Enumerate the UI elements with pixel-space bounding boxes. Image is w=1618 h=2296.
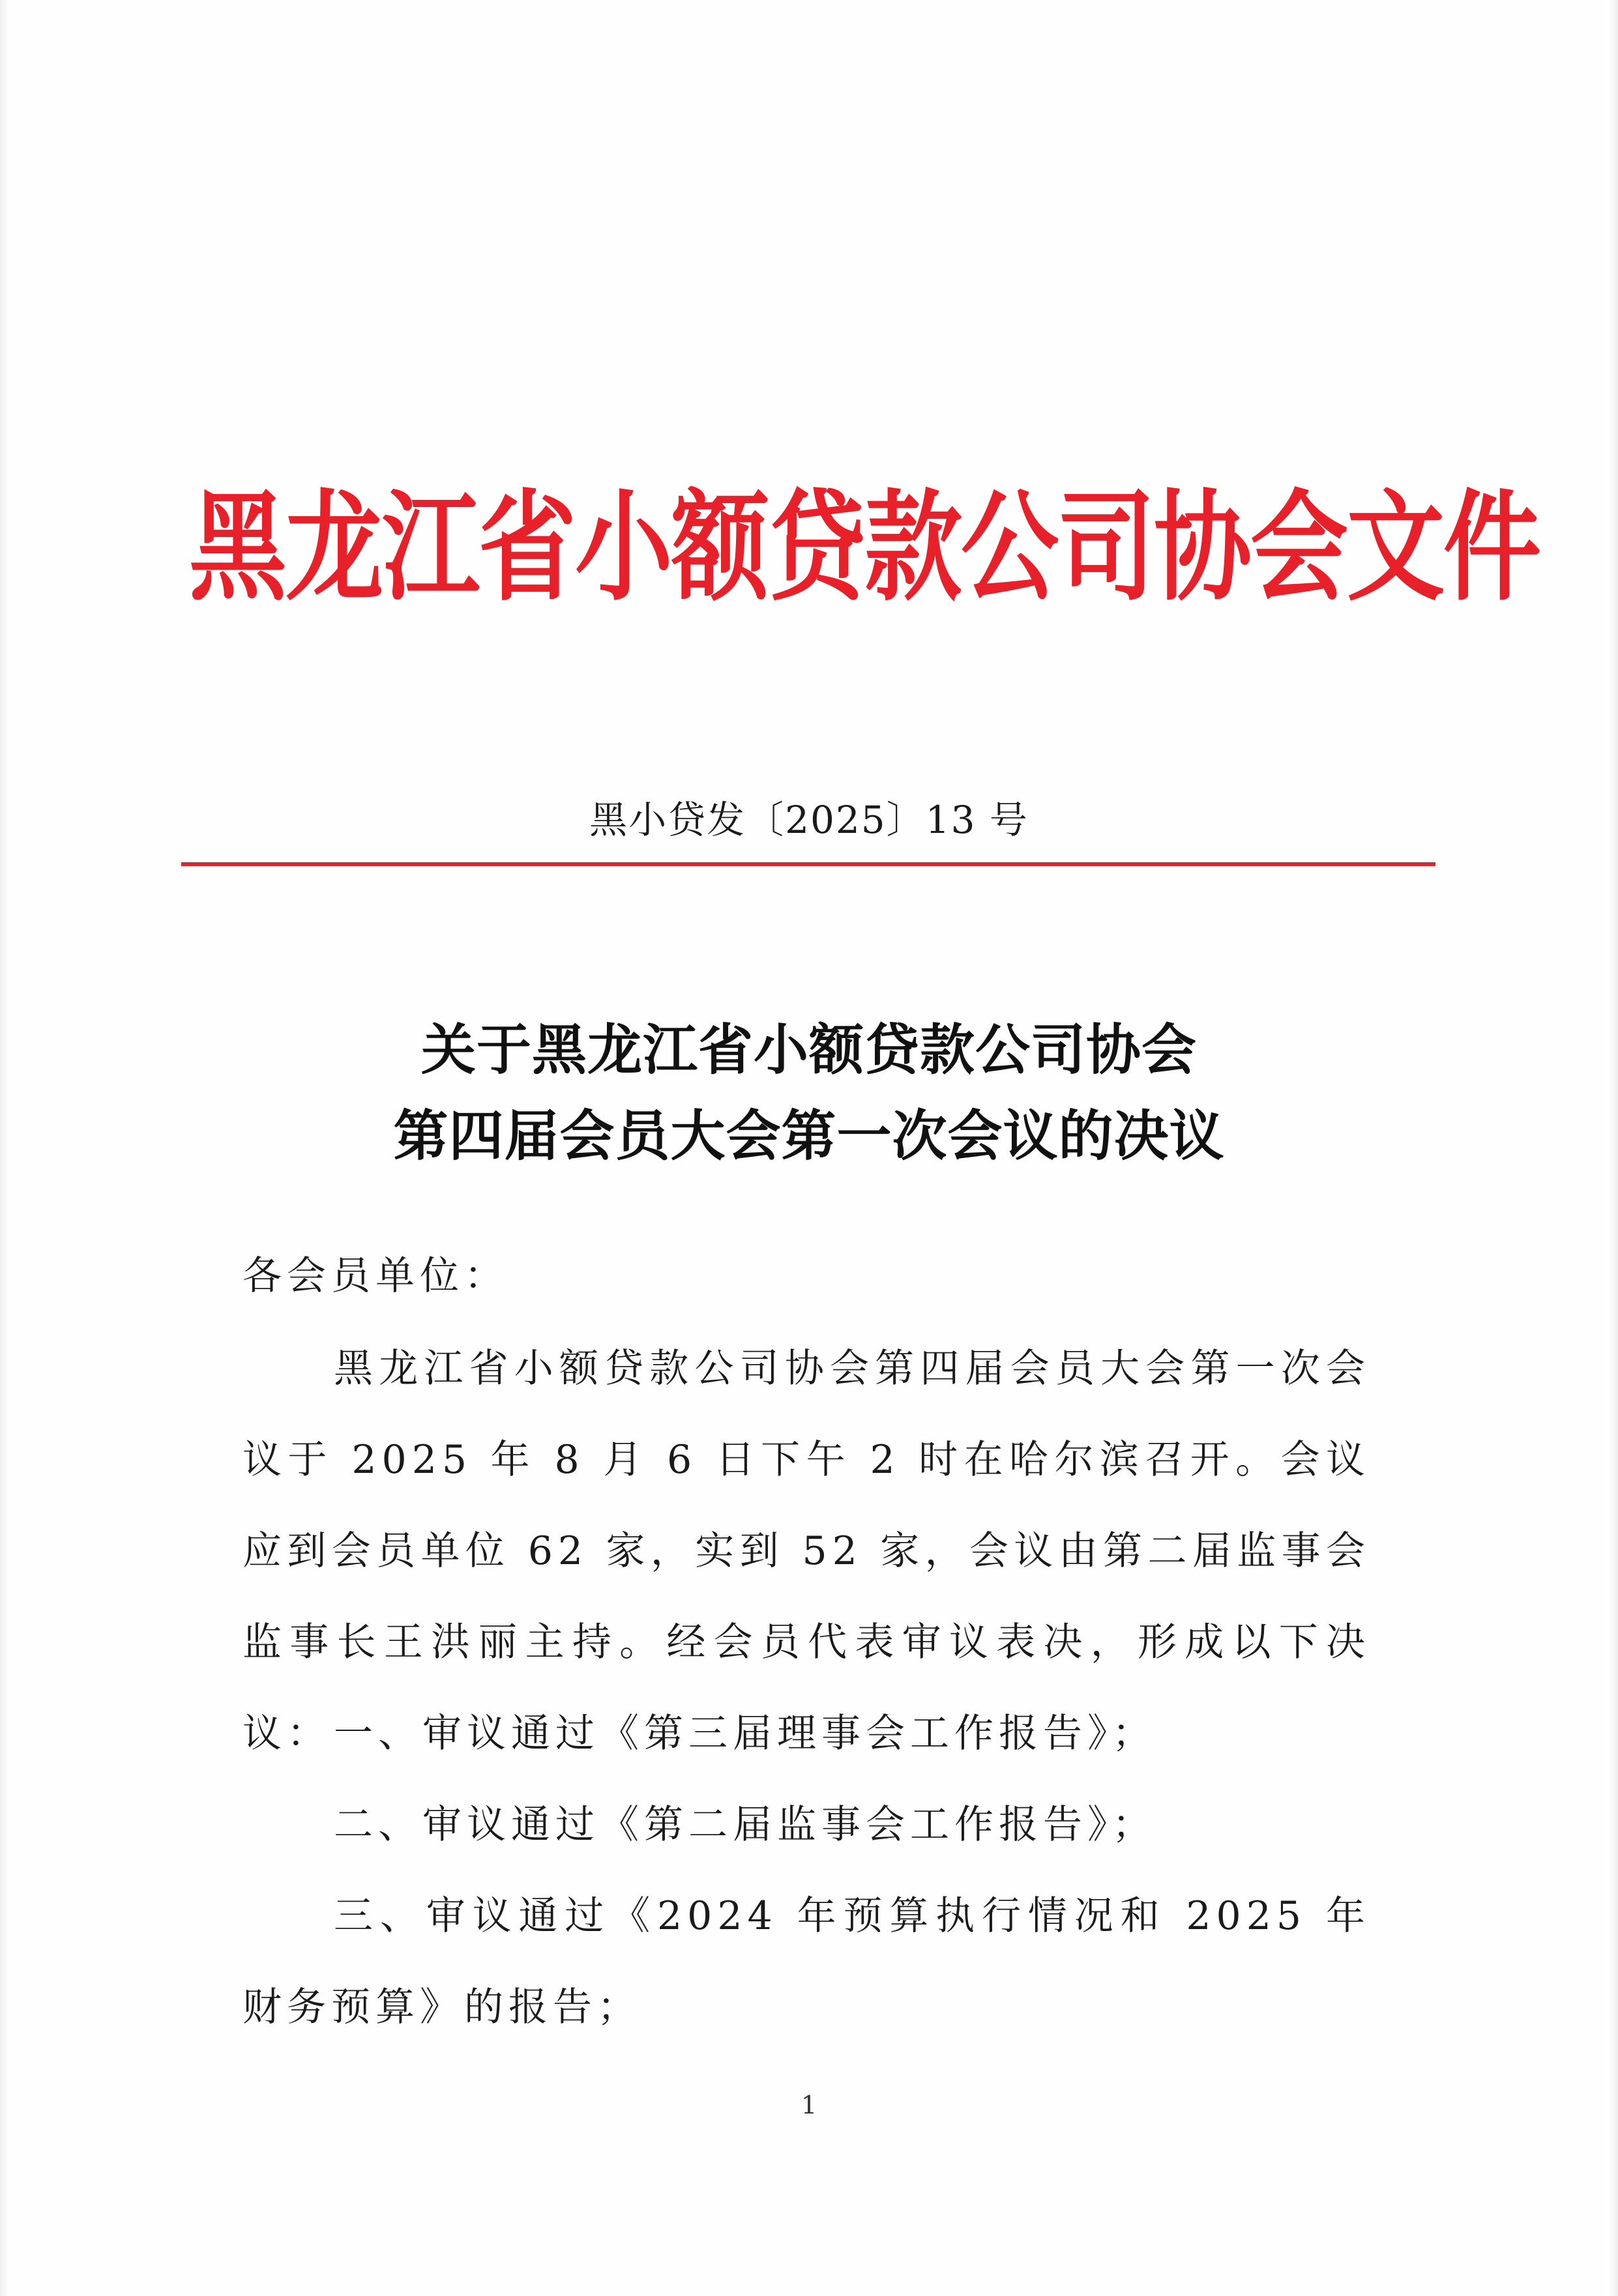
salutation: 各会员单位： bbox=[243, 1253, 508, 1299]
resolution-item-2: 二、审议通过《第二届监事会工作报告》； bbox=[334, 1802, 1156, 1848]
title-line-2: 第四届会员大会第一次会议的决议 bbox=[393, 1103, 1225, 1168]
title-line-1: 关于黑龙江省小额贷款公司协会 bbox=[420, 1017, 1197, 1082]
resolution-item-3: 三、审议通过《2024 年预算执行情况和 2025 年财务预算》的报告； bbox=[243, 1893, 1370, 2030]
body-paragraph: 黑龙江省小额贷款公司协会第四届会员大会第一次会议于 2025 年 8 月 6 日下午 2 时在哈尔滨召开。会议应到会员单位 62 家，实到 52 家，会议由第二届监事会监事长王洪丽主持。经会员代表审议表决，形成以下决议： bbox=[243, 1346, 1370, 1756]
document-masthead: 黑龙江省小额贷款公司协会文件 bbox=[189, 477, 1540, 618]
resolution-item-1: 一、审议通过《第三届理事会工作报告》； bbox=[334, 1711, 1156, 1756]
document-title bbox=[0, 1007, 1618, 1179]
red-divider-line bbox=[181, 862, 1435, 866]
page-number: 1 bbox=[801, 2091, 817, 2119]
document-number: 黑小贷发〔2025〕13 号 bbox=[589, 798, 1029, 842]
